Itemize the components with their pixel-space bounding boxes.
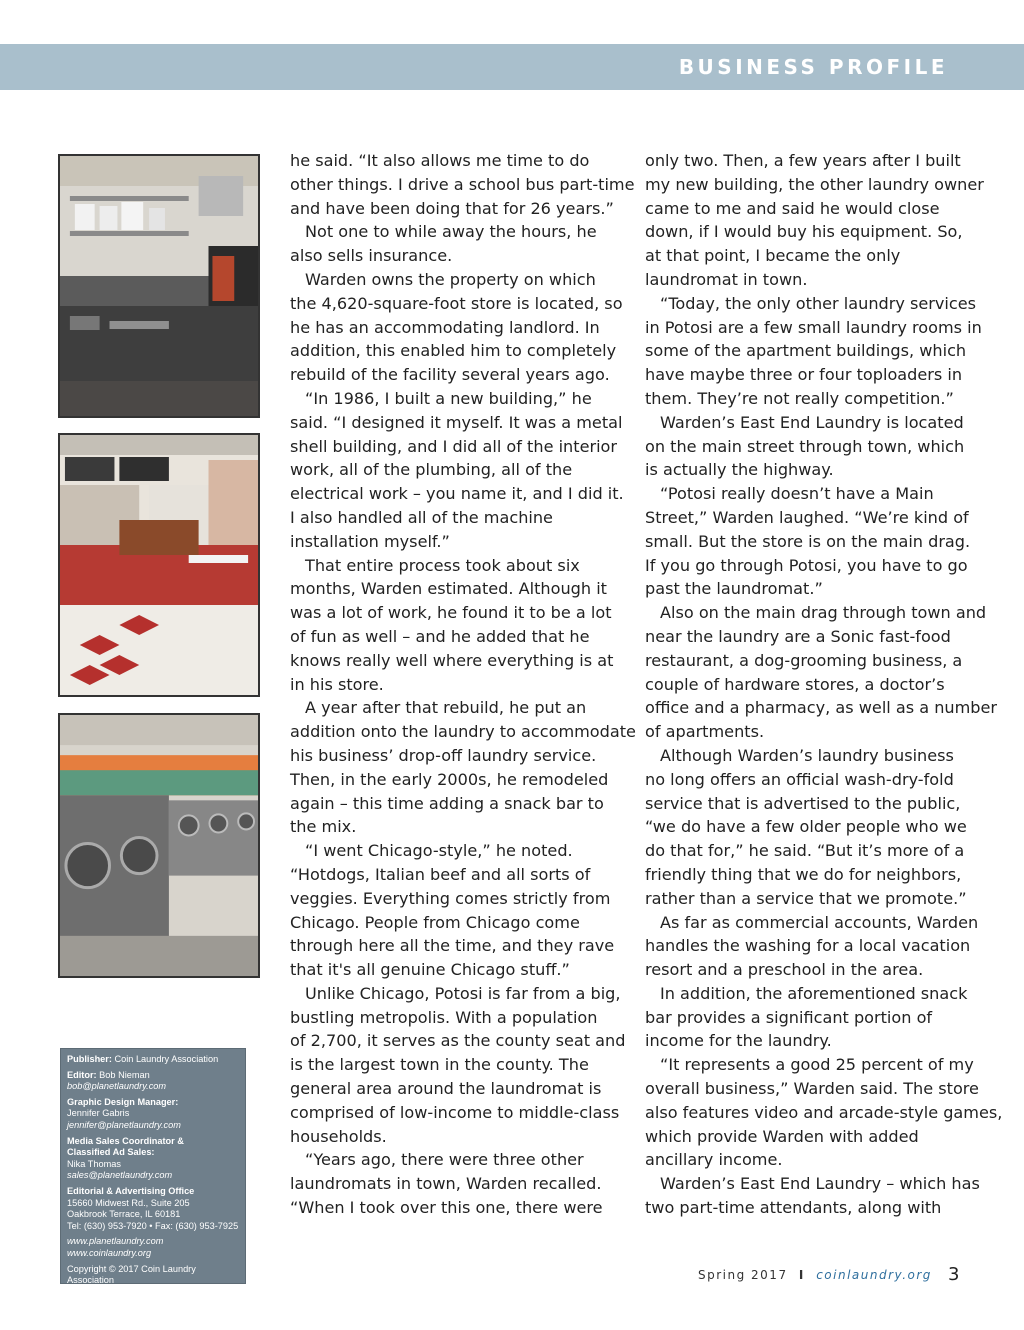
article-line: the 4,620-square-foot store is located, so bbox=[290, 293, 623, 313]
article-line: two part-time attendants, along with bbox=[645, 1198, 942, 1218]
article-line: of apartments. bbox=[645, 722, 765, 742]
article-line: As far as commercial accounts, Warden bbox=[660, 912, 979, 932]
article-line: at that point, I became the only bbox=[645, 246, 901, 266]
page-footer bbox=[698, 1268, 932, 1282]
office-label: Editorial & Advertising Office bbox=[67, 1185, 195, 1196]
article-line: electrical work – you name it, and I did it. bbox=[290, 484, 624, 504]
article-line: of fun as well – and he added that he bbox=[290, 626, 590, 646]
article-line: A year after that rebuild, he put an bbox=[305, 698, 587, 718]
article-line: Then, in the early 2000s, he remodeled bbox=[290, 769, 609, 789]
publisher-value: Coin Laundry Association bbox=[114, 1054, 219, 1064]
article-line: “we do have a few older people who we bbox=[645, 817, 967, 837]
article-line: knows really well where everything is at bbox=[290, 650, 614, 670]
address-line-1: 15660 Midwest Rd., Suite 205 bbox=[67, 1197, 190, 1208]
article-line: past the laundromat.” bbox=[645, 579, 823, 599]
article-line: laundromats in town, Warden recalled. bbox=[290, 1174, 602, 1194]
article-line: couple of hardware stores, a doctor’s bbox=[645, 674, 945, 694]
article-line: only two. Then, a few years after I built bbox=[645, 151, 961, 170]
article-line: “Years ago, there were three other bbox=[305, 1150, 584, 1170]
editor-value: Bob Nieman bbox=[99, 1069, 150, 1080]
editor-email: bob@planetlaundry.com bbox=[67, 1081, 167, 1092]
section-title: BUSINESS PROFILE bbox=[678, 55, 948, 79]
article-line: “When I took over this one, there were bbox=[290, 1198, 603, 1218]
snack-bar-kitchen-photo bbox=[58, 154, 260, 418]
article-line: my new building, the other laundry owner bbox=[645, 174, 984, 194]
graphic-label: Graphic Design Manager: bbox=[67, 1096, 179, 1107]
article-line: Unlike Chicago, Potosi is far from a big, bbox=[305, 983, 621, 1003]
article-line: Chicago. People from Chicago come bbox=[290, 912, 580, 932]
article-line: also sells insurance. bbox=[290, 246, 453, 266]
article-line: again – this time adding a snack bar to bbox=[290, 793, 604, 813]
article-line: handles the washing for a local vacation bbox=[645, 936, 971, 956]
article-line: shell building, and I did all of the interior bbox=[290, 436, 618, 456]
article-line: is actually the highway. bbox=[645, 460, 834, 480]
article-line: ancillary income. bbox=[645, 1150, 783, 1170]
article-line: came to me and said he would close bbox=[645, 198, 940, 218]
article-line: general area around the laundromat is bbox=[290, 1079, 602, 1099]
graphic-value: Jennifer Gabris bbox=[67, 1108, 130, 1119]
article-line: veggies. Everything comes strictly from bbox=[290, 888, 611, 908]
article-line: rather than a service that we promote.” bbox=[645, 888, 967, 908]
article-line: That entire process took about six bbox=[305, 555, 580, 575]
article-line: near the laundry are a Sonic fast-food bbox=[645, 626, 951, 646]
copyright: Copyright © 2017 Coin Laundry Association bbox=[67, 1263, 196, 1286]
masthead-box bbox=[60, 1048, 246, 1284]
article-line: overall business,” Warden said. The store bbox=[645, 1079, 979, 1099]
article-line: In addition, the aforementioned snack bbox=[660, 983, 968, 1003]
article-line: bustling metropolis. With a population bbox=[290, 1007, 598, 1027]
article-line: he has an accommodating landlord. In bbox=[290, 317, 600, 337]
article-line: Also on the main drag through town and bbox=[660, 603, 987, 623]
article-line: in Potosi are a few small laundry rooms in bbox=[645, 317, 982, 337]
article-line: “I went Chicago-style,” he noted. bbox=[305, 841, 573, 861]
article-line: other things. I drive a school bus part-time bbox=[290, 174, 635, 194]
footer-site: coinlaundry.org bbox=[816, 1268, 932, 1282]
editor-label: Editor: bbox=[67, 1069, 97, 1080]
article-line: friendly thing that we do for neighbors, bbox=[645, 864, 962, 884]
article-column-2 bbox=[645, 149, 1003, 1220]
address-line-2: Oakbrook Terrace, IL 60181 bbox=[67, 1209, 181, 1220]
sales-value: Nika Thomas bbox=[67, 1158, 121, 1169]
article-line: I also handled all of the machine bbox=[290, 507, 553, 527]
article-line: was a lot of work, he found it to be a lot bbox=[290, 603, 612, 623]
article-line: through here all the time, and they rave bbox=[290, 936, 615, 956]
article-line: have maybe three or four toploaders in bbox=[645, 365, 963, 385]
article-line: also features video and arcade-style games, bbox=[645, 1102, 1003, 1122]
article-line: is the largest town in the county. The bbox=[290, 1055, 589, 1075]
sales-label-2: Classified Ad Sales: bbox=[67, 1147, 155, 1158]
publisher-label: Publisher: bbox=[67, 1054, 112, 1064]
article-line: some of the apartment buildings, which bbox=[645, 341, 967, 361]
article-line: bar provides a significant portion of bbox=[645, 1007, 933, 1027]
article-line: of 2,700, it serves as the county seat and bbox=[290, 1031, 626, 1051]
phone-fax: Tel: (630) 953-7920 • Fax: (630) 953-7925 bbox=[67, 1220, 239, 1231]
article-line: “It represents a good 25 percent of my bbox=[660, 1055, 974, 1075]
article-line: and have been doing that for 26 years.” bbox=[290, 198, 614, 218]
article-line: “Hotdogs, Italian beef and all sorts of bbox=[290, 864, 591, 884]
article-line: comprised of low-income to middle-class bbox=[290, 1102, 620, 1122]
article-line: addition onto the laundry to accommodate bbox=[290, 722, 636, 742]
sales-label-1: Media Sales Coordinator & bbox=[67, 1135, 184, 1146]
article-line: small. But the store is on the main drag. bbox=[645, 531, 971, 551]
article-line: Warden’s East End Laundry – which has bbox=[660, 1174, 980, 1194]
article-line: the mix. bbox=[290, 817, 357, 837]
website-1: www.planetlaundry.com bbox=[67, 1236, 164, 1247]
article-line: “In 1986, I built a new building,” he bbox=[305, 388, 592, 408]
article-line: “Today, the only other laundry services bbox=[660, 293, 977, 313]
article-line: down, if I would buy his equipment. So, bbox=[645, 222, 963, 242]
article-line: in his store. bbox=[290, 674, 384, 694]
article-line: laundromat in town. bbox=[645, 269, 808, 289]
article-line: If you go through Potosi, you have to go bbox=[645, 555, 968, 575]
article-line: rebuild of the facility several years ago. bbox=[290, 365, 610, 385]
graphic-email: jennifer@planetlaundry.com bbox=[67, 1119, 181, 1130]
article-line: he said. “It also allows me time to do bbox=[290, 151, 590, 170]
issue-label: Spring 2017 bbox=[698, 1268, 788, 1282]
sales-email: sales@planetlaundry.com bbox=[67, 1170, 173, 1181]
article-line: Although Warden’s laundry business bbox=[660, 745, 954, 765]
article-line: said. “I designed it myself. It was a metal bbox=[290, 412, 623, 432]
article-line: work, all of the plumbing, all of the bbox=[290, 460, 573, 480]
article-line: restaurant, a dog-grooming business, a bbox=[645, 650, 963, 670]
article-line: income for the laundry. bbox=[645, 1031, 832, 1051]
article-line: “Potosi really doesn’t have a Main bbox=[660, 484, 934, 504]
article-line: no long offers an official wash-dry-fold bbox=[645, 769, 954, 789]
website-2: www.coinlaundry.org bbox=[67, 1247, 152, 1258]
article-line: months, Warden estimated. Although it bbox=[290, 579, 607, 599]
article-line: addition, this enabled him to completely bbox=[290, 341, 617, 361]
article-line: Warden owns the property on which bbox=[305, 269, 596, 289]
section-banner bbox=[0, 44, 1024, 90]
article-line: his business’ drop-off laundry service. bbox=[290, 745, 597, 765]
article-line: service that is advertised to the public, bbox=[645, 793, 961, 813]
page-number: 3 bbox=[948, 1264, 960, 1285]
article-line: that it's all genuine Chicago stuff.” bbox=[290, 960, 570, 980]
washers-row-photo bbox=[58, 713, 260, 978]
seating-area-photo bbox=[58, 433, 260, 697]
article-line: which provide Warden with added bbox=[645, 1126, 919, 1146]
article-line: Street,” Warden laughed. “We’re kind of bbox=[645, 507, 969, 527]
article-line: resort and a preschool in the area. bbox=[645, 960, 924, 980]
article-line: Not one to while away the hours, he bbox=[305, 222, 597, 242]
article-line: them. They’re not really competition.” bbox=[645, 388, 954, 408]
article-line: households. bbox=[290, 1126, 387, 1146]
footer-separator: I bbox=[798, 1268, 805, 1282]
article-line: on the main street through town, which bbox=[645, 436, 965, 456]
article-line: Warden’s East End Laundry is located bbox=[660, 412, 964, 432]
article-line: office and a pharmacy, as well as a number bbox=[645, 698, 998, 718]
article-line: do that for,” he said. “But it’s more of a bbox=[645, 841, 965, 861]
article-column-1 bbox=[290, 149, 636, 1220]
article-line: installation myself.” bbox=[290, 531, 450, 551]
